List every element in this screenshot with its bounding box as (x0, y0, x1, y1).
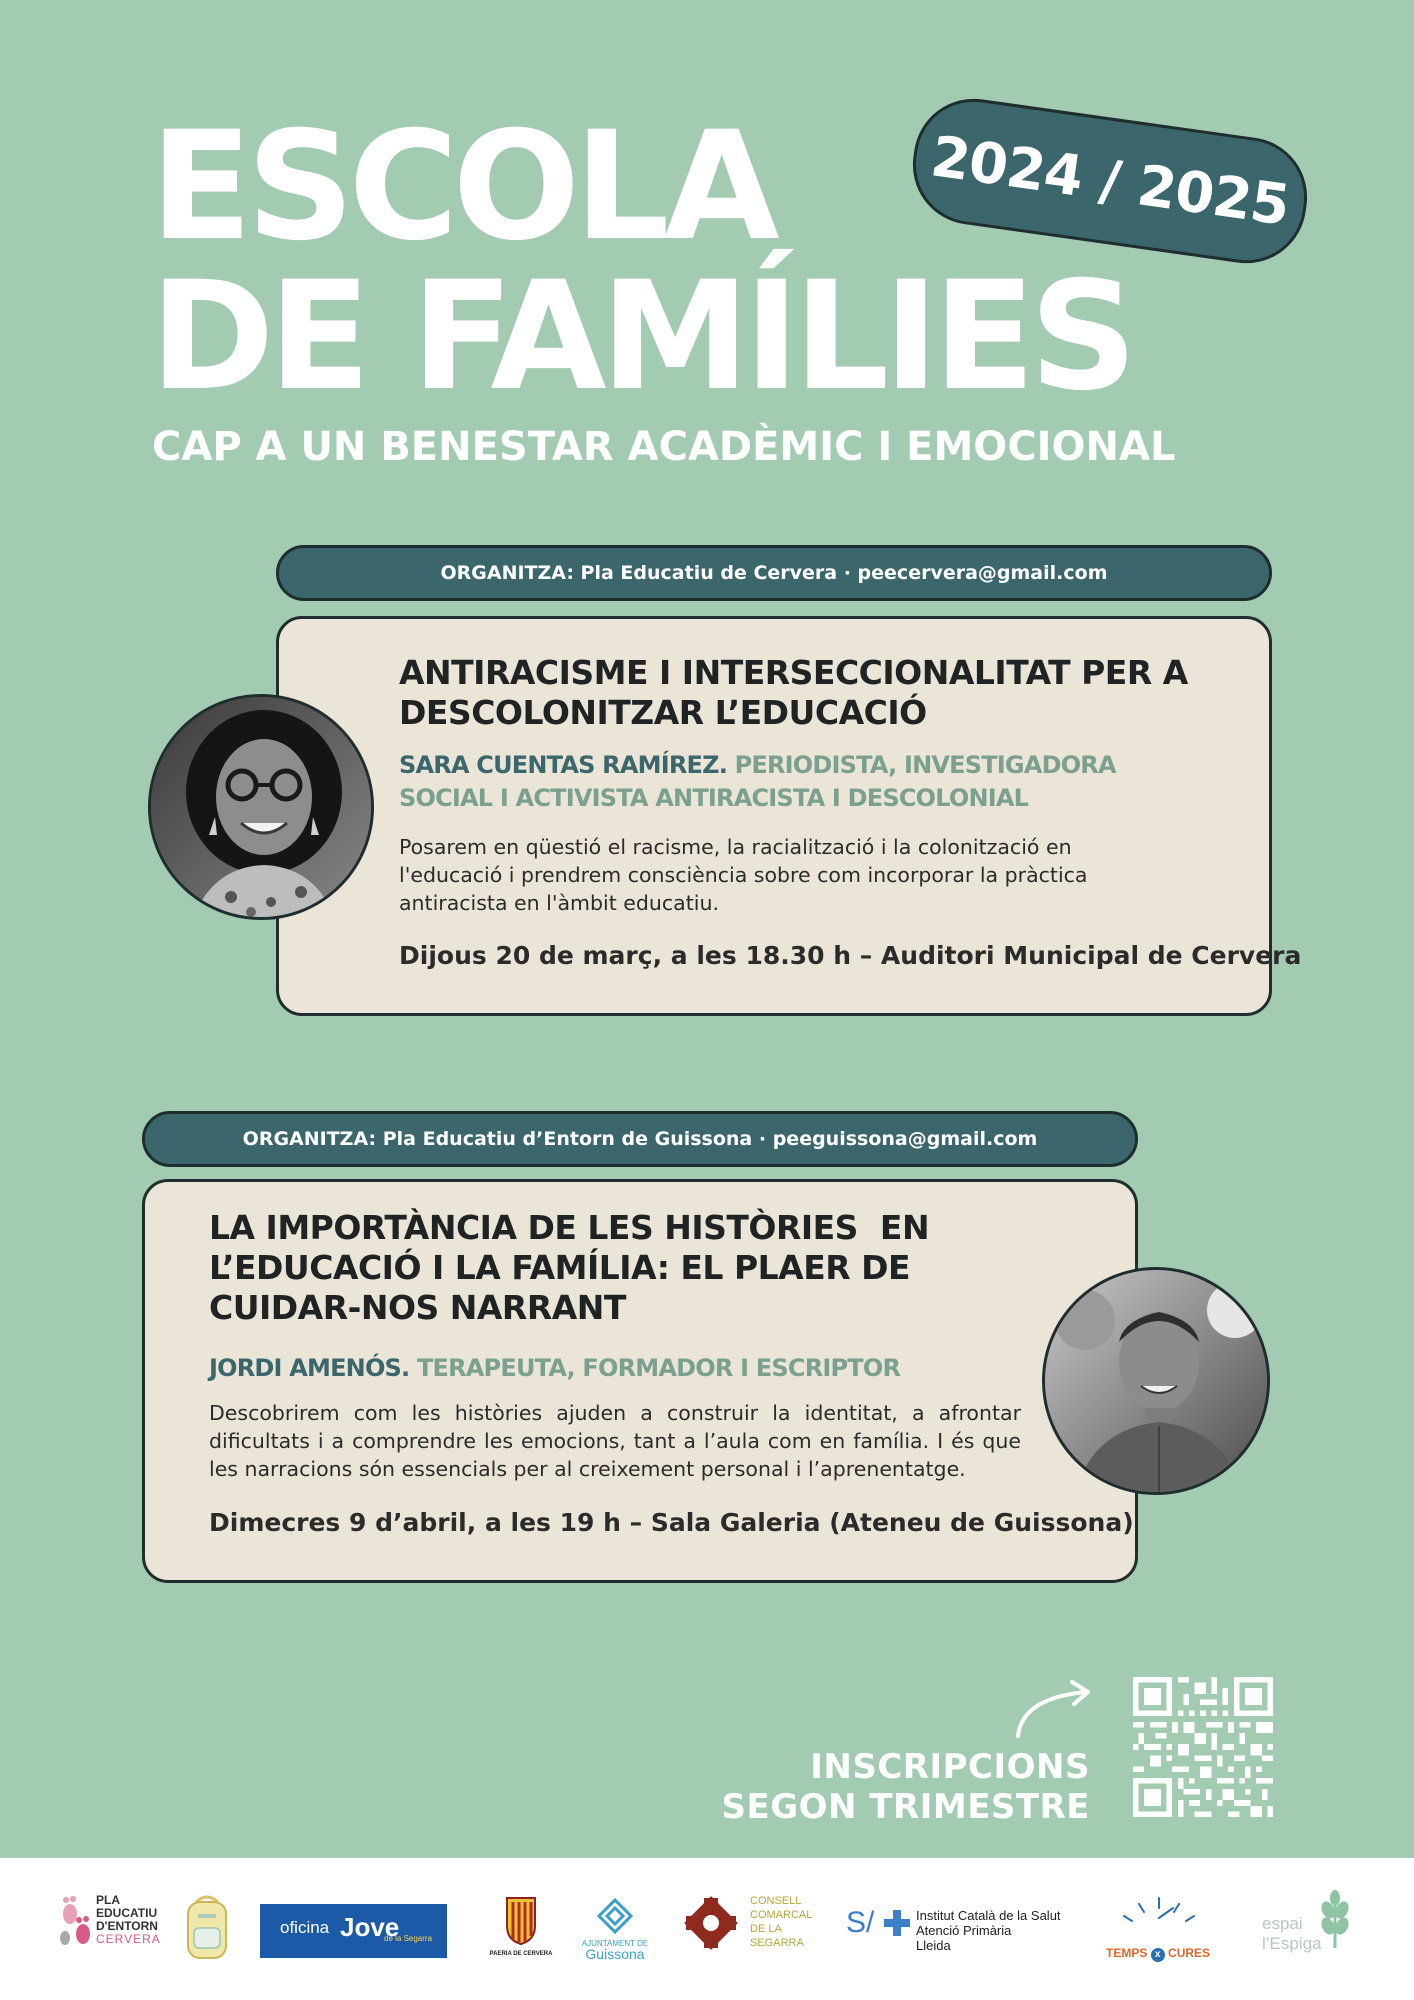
portrait-illustration (1045, 1270, 1270, 1495)
event-speaker (399, 749, 1116, 815)
organizer-text: ORGANITZA: Pla Educatiu de Cervera · peecervera@gmail.com (440, 562, 1108, 584)
consell-gear-icon (682, 1894, 740, 1952)
clock-rays-icon (1104, 1896, 1214, 1942)
event-title: ANTIRACISME I INTERSECCIONALITAT PER A DESCOLONITZAR L’EDUCACIÓ (399, 653, 1188, 732)
event-speaker (209, 1352, 900, 1385)
ics-line-3: Lleida (916, 1938, 951, 1953)
paeria-label: PAERIA DE CERVERA (489, 1951, 553, 1957)
logo-temps-cures (1104, 1896, 1214, 1966)
speaker-role: TERAPEUTA, FORMADOR I ESCRIPTOR (416, 1354, 901, 1382)
speaker-name: JORDI AMENÓS. (209, 1354, 410, 1382)
event-title-line-1: LA IMPORTÀNCIA DE LES HISTÒRIES EN (209, 1208, 930, 1247)
coat-of-arms-icon (501, 1894, 541, 1946)
organizer-bar-cervera (276, 545, 1272, 601)
health-cross-icon (884, 1910, 910, 1936)
event-date-place: Dimecres 9 d’abril, a les 19 h – Sala Galeria (Ateneu de Guissona) (209, 1508, 1134, 1537)
espiga-line-2: l’Espiga (1262, 1934, 1322, 1953)
event-title (209, 1208, 1029, 1328)
logo-pla-educatiu-cervera (56, 1893, 161, 1955)
wheat-icon (1316, 1890, 1354, 1950)
pla-line-4: CERVERA (96, 1932, 161, 1946)
x-text: x (1151, 1948, 1165, 1962)
footer-logos (0, 1858, 1414, 2000)
qr-code[interactable] (1133, 1677, 1273, 1817)
espiga-line-1: espai (1262, 1914, 1303, 1933)
consell-line-1: CONSELL (750, 1895, 802, 1907)
subtitle: CAP A UN BENESTAR ACADÈMIC I EMOCIONAL (152, 424, 1176, 470)
logo-ajuntament-guissona (570, 1898, 660, 1960)
footprints-icon (56, 1894, 96, 1950)
inscriptions-line-1: INSCRIPCIONS (810, 1747, 1090, 1787)
speaker-photo-sara (148, 694, 374, 920)
year-label: 2024 / 2025 (927, 123, 1293, 239)
guissona-symbol-icon (595, 1898, 635, 1934)
year-badge (905, 91, 1315, 271)
speaker-name: SARA CUENTAS RAMÍREZ. (399, 751, 728, 779)
curved-arrow-icon (1012, 1680, 1096, 1740)
logo-oficina-jove (260, 1904, 447, 1958)
jove-text: Jove (340, 1912, 400, 1942)
title-line-1: ESCOLA (150, 100, 774, 274)
ics-mark: S/ (846, 1906, 875, 1939)
logo-paeria-cervera (486, 1894, 556, 1957)
organizer-text: ORGANITZA: Pla Educatiu d’Entorn de Guissona · peeguissona@gmail.com (242, 1128, 1038, 1150)
segarra-text: de la Segarra (384, 1934, 433, 1943)
event-description: Posarem en qüestió el racisme, la racialització i la colonització en l'educació i prendrem consciència sobre com incorporar la pràctica antiracista en l'àmbit educatiu. (399, 835, 1088, 915)
speaker-photo-jordi (1042, 1267, 1270, 1495)
guissona-top: AJUNTAMENT DE (581, 1939, 649, 1948)
speaker-role: PERIODISTA, INVESTIGADORA (734, 751, 1116, 779)
inscriptions-line-2: SEGON TRIMESTRE (721, 1787, 1090, 1827)
consell-line-3: DE LA (750, 1923, 782, 1935)
ics-line-1: Institut Català de la Salut (916, 1908, 1061, 1923)
event-title-line-3: CUIDAR-NOS NARRANT (209, 1288, 626, 1327)
speaker-role-cont: SOCIAL I ACTIVISTA ANTIRACISTA I DESCOLONIAL (399, 784, 1029, 812)
event-description: Descobrirem com les històries ajuden a construir la identitat, a afrontar dificultats i a comprendre les emocions, tant a l’aula com en família. I és que les narracions són essencials per al creixement personal i l’aprenentatge. (209, 1401, 1021, 1481)
logo-espai-espiga (1260, 1890, 1370, 1970)
title-line-2: DE FAMÍLIES (150, 250, 1132, 424)
portrait-illustration (151, 697, 374, 920)
event-card-1 (276, 616, 1302, 1016)
consell-line-2: COMARCAL (750, 1909, 813, 1921)
pla-line-1: PLA (96, 1893, 120, 1907)
event-title-line-2: L’EDUCACIÓ I LA FAMÍLIA: EL PLAER DE (209, 1248, 911, 1287)
ics-line-2: Atenció Primària (916, 1923, 1012, 1938)
organizer-bar-guissona (142, 1111, 1138, 1167)
event-card-2 (142, 1179, 1138, 1583)
logo-consell-comarcal (682, 1894, 813, 1957)
oficina-text: oficina (280, 1918, 330, 1937)
event-date-place: Dijous 20 de març, a les 18.30 h – Auditori Municipal de Cervera (399, 941, 1302, 970)
cures-text: CURES (1168, 1946, 1211, 1960)
backpack-logo-icon (184, 1892, 230, 1962)
consell-line-4: SEGARRA (750, 1937, 804, 1949)
pla-line-3: D'ENTORN (96, 1919, 158, 1933)
pla-line-2: EDUCATIU (96, 1906, 158, 1920)
inscriptions-label (722, 1747, 1090, 1827)
guissona-name: Guissona (585, 1946, 645, 1962)
temps-text: TEMPS (1106, 1946, 1148, 1960)
